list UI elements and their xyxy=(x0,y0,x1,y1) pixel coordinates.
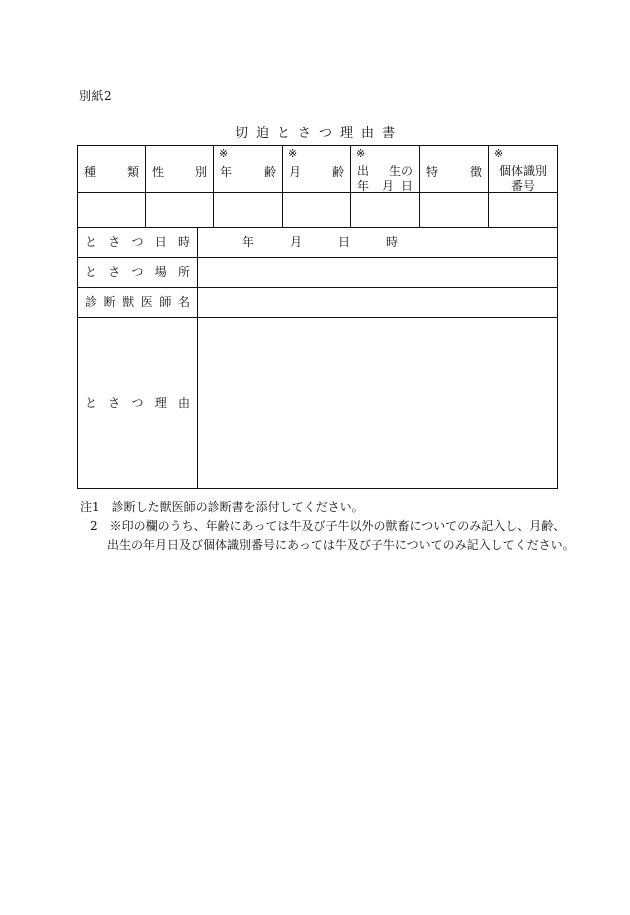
header-individual-id: ※ 個体識別 番号 xyxy=(489,146,558,193)
header-type: 種 類 xyxy=(78,146,146,193)
type-field[interactable] xyxy=(78,193,146,228)
note-2: 2 ※印の欄のうち、年齢にあっては牛及び子牛以外の獣畜についてのみ記入し、月齢、 xyxy=(90,519,566,533)
slaughter-datetime-label: と さ つ 日 時 xyxy=(78,228,198,258)
slaughter-datetime-field[interactable] xyxy=(198,228,558,258)
features-field[interactable] xyxy=(420,193,489,228)
header-sex: 性 別 xyxy=(146,146,214,193)
asterisk-mark: ※ xyxy=(288,147,298,160)
birth-date-field[interactable] xyxy=(351,193,420,228)
notes xyxy=(80,498,575,555)
note-1: 注1 診断した獣医師の診断書を添付してください。 xyxy=(80,500,364,514)
year-unit: 年 xyxy=(242,235,255,249)
document-title xyxy=(0,122,630,141)
header-birth-date: ※ 出 生 の 年 月 日 xyxy=(351,146,420,193)
individual-id-field[interactable] xyxy=(489,193,558,228)
slaughter-place-field[interactable] xyxy=(198,258,558,288)
title-char: 迫 xyxy=(255,126,269,141)
title-char: 由 xyxy=(361,126,375,141)
hour-unit: 時 xyxy=(386,235,399,249)
slaughter-reason-form-table xyxy=(77,145,558,489)
vet-name-label: 診 断 獣 医 師 名 xyxy=(78,288,198,318)
attachment-label: 別紙2 xyxy=(79,89,113,103)
title-char: 書 xyxy=(382,126,396,141)
day-unit: 日 xyxy=(338,235,351,249)
title-char: 切 xyxy=(234,126,248,141)
header-age-months: ※ 月 齢 xyxy=(283,146,351,193)
sex-field[interactable] xyxy=(146,193,214,228)
age-years-field[interactable] xyxy=(214,193,283,228)
age-months-field[interactable] xyxy=(283,193,351,228)
title-char: さ xyxy=(297,126,311,141)
header-features: 特 徴 xyxy=(420,146,489,193)
slaughter-place-label: と さ つ 場 所 xyxy=(78,258,198,288)
slaughter-reason-label: と さ つ 理 由 xyxy=(78,318,198,489)
asterisk-mark: ※ xyxy=(494,147,504,160)
title-char: 理 xyxy=(340,126,354,141)
slaughter-reason-field[interactable] xyxy=(198,318,558,489)
note-2-continued: 出生の年月日及び個体識別番号にあっては牛及び子牛についてのみ記入してください。 xyxy=(107,538,575,552)
title-char: と xyxy=(276,126,290,141)
header-age-years: ※ 年 齢 xyxy=(214,146,283,193)
month-unit: 月 xyxy=(290,235,303,249)
title-char: つ xyxy=(319,126,333,141)
asterisk-mark: ※ xyxy=(219,147,229,160)
asterisk-mark: ※ xyxy=(356,147,366,160)
vet-name-field[interactable] xyxy=(198,288,558,318)
